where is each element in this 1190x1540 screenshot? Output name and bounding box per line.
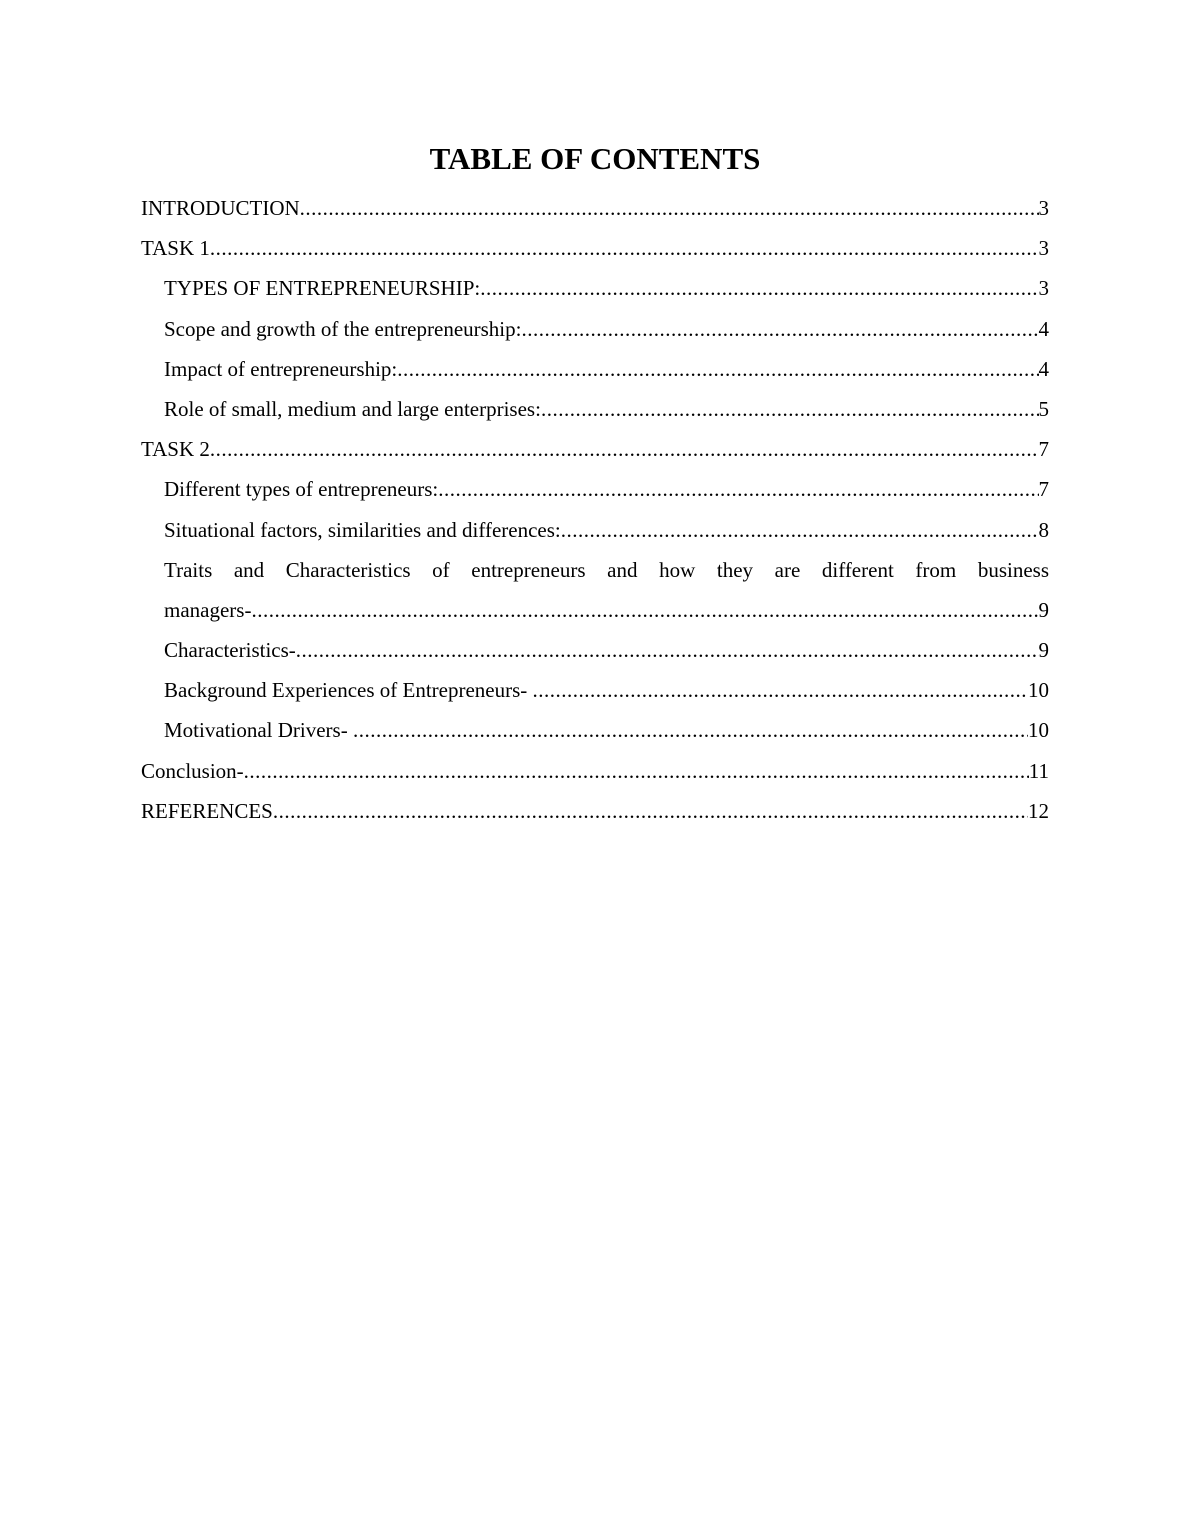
toc-entry-types-of-entrepreneurship[interactable] [141, 268, 1049, 308]
toc-entry-label: Conclusion- [141, 758, 244, 783]
toc-page-number: 3 [1038, 196, 1049, 220]
toc-page-number: 8 [1038, 517, 1049, 542]
toc-dot-leader [296, 630, 1039, 670]
toc-page-number: 7 [1038, 477, 1049, 502]
toc-page-number: 3 [1038, 236, 1049, 261]
toc-entry-introduction[interactable] [141, 188, 1049, 228]
toc-dot-leader [397, 349, 1038, 389]
toc-entry-label: Different types of entrepreneurs: [164, 477, 439, 502]
toc-entry-situational-factors[interactable] [141, 510, 1049, 550]
toc-dot-leader [561, 510, 1039, 550]
toc-page-number: 3 [1038, 276, 1049, 301]
toc-title: TABLE OF CONTENTS [429, 141, 761, 176]
toc-entry-label: Situational factors, similarities and differences: [164, 517, 561, 542]
toc-entry-label: Role of small, medium and large enterprises: [164, 396, 541, 421]
toc-entry-task-1[interactable] [141, 228, 1049, 268]
toc-entry-role-of-enterprises[interactable] [141, 389, 1049, 429]
toc-page-number: 9 [1038, 597, 1049, 622]
toc-dot-leader [353, 710, 1028, 750]
toc-entry-label-line-1: Traits and Characteristics of entrepreneurs and how they are different from business [164, 557, 1049, 582]
toc-entry-traits-and-characteristics[interactable] [141, 550, 1049, 630]
toc-entry-characteristics[interactable] [141, 630, 1049, 670]
toc-dot-leader [210, 228, 1039, 268]
toc-entry-impact-of-entrepreneurship[interactable] [141, 349, 1049, 389]
toc-page-number: 4 [1038, 356, 1049, 381]
toc-dot-leader [273, 791, 1028, 831]
toc-entry-background-experiences[interactable] [141, 670, 1049, 710]
toc-dot-leader [300, 188, 1039, 228]
toc-entry-label: Scope and growth of the entrepreneurship: [164, 316, 522, 341]
toc-list [141, 188, 1049, 831]
toc-entry-label: Characteristics- [164, 638, 296, 663]
toc-entry-label: Impact of entrepreneurship: [164, 356, 398, 381]
toc-entry-continuation [164, 590, 1049, 630]
toc-page-number: 12 [1028, 798, 1049, 823]
toc-page-number: 11 [1028, 758, 1049, 783]
toc-page-number: 9 [1038, 638, 1049, 663]
toc-dot-leader [533, 670, 1028, 710]
toc-entry-conclusion[interactable] [141, 751, 1049, 791]
toc-dot-leader [210, 429, 1039, 469]
toc-entry-types-of-entrepreneurs[interactable] [141, 469, 1049, 509]
toc-page-number: 10 [1028, 718, 1049, 743]
toc-dot-leader [251, 590, 1038, 630]
toc-page-number: 5 [1038, 396, 1049, 421]
toc-entry-label: TASK 1 [141, 236, 210, 261]
toc-entry-label: REFERENCES [141, 798, 273, 823]
toc-entry-label: TASK 2 [141, 437, 210, 462]
toc-entry-references[interactable] [141, 791, 1049, 831]
toc-dot-leader [541, 389, 1039, 429]
toc-dot-leader [244, 751, 1029, 791]
toc-dot-leader [480, 268, 1038, 308]
toc-page-number: 10 [1028, 678, 1049, 703]
toc-page-number: 4 [1038, 316, 1049, 341]
toc-page-number: 7 [1038, 437, 1049, 462]
toc-entry-label-line-2: managers- [164, 597, 252, 622]
toc-entry-label: INTRODUCTION [141, 196, 300, 220]
toc-entry-label: TYPES OF ENTREPRENEURSHIP: [164, 276, 481, 301]
toc-dot-leader [438, 469, 1038, 509]
toc-entry-task-2[interactable] [141, 429, 1049, 469]
toc-dot-leader [521, 309, 1038, 349]
toc-entry-motivational-drivers[interactable] [141, 710, 1049, 750]
toc-entry-scope-and-growth[interactable] [141, 309, 1049, 349]
toc-entry-label: Motivational Drivers- [164, 718, 353, 743]
toc-entry-label: Background Experiences of Entrepreneurs- [164, 678, 533, 703]
